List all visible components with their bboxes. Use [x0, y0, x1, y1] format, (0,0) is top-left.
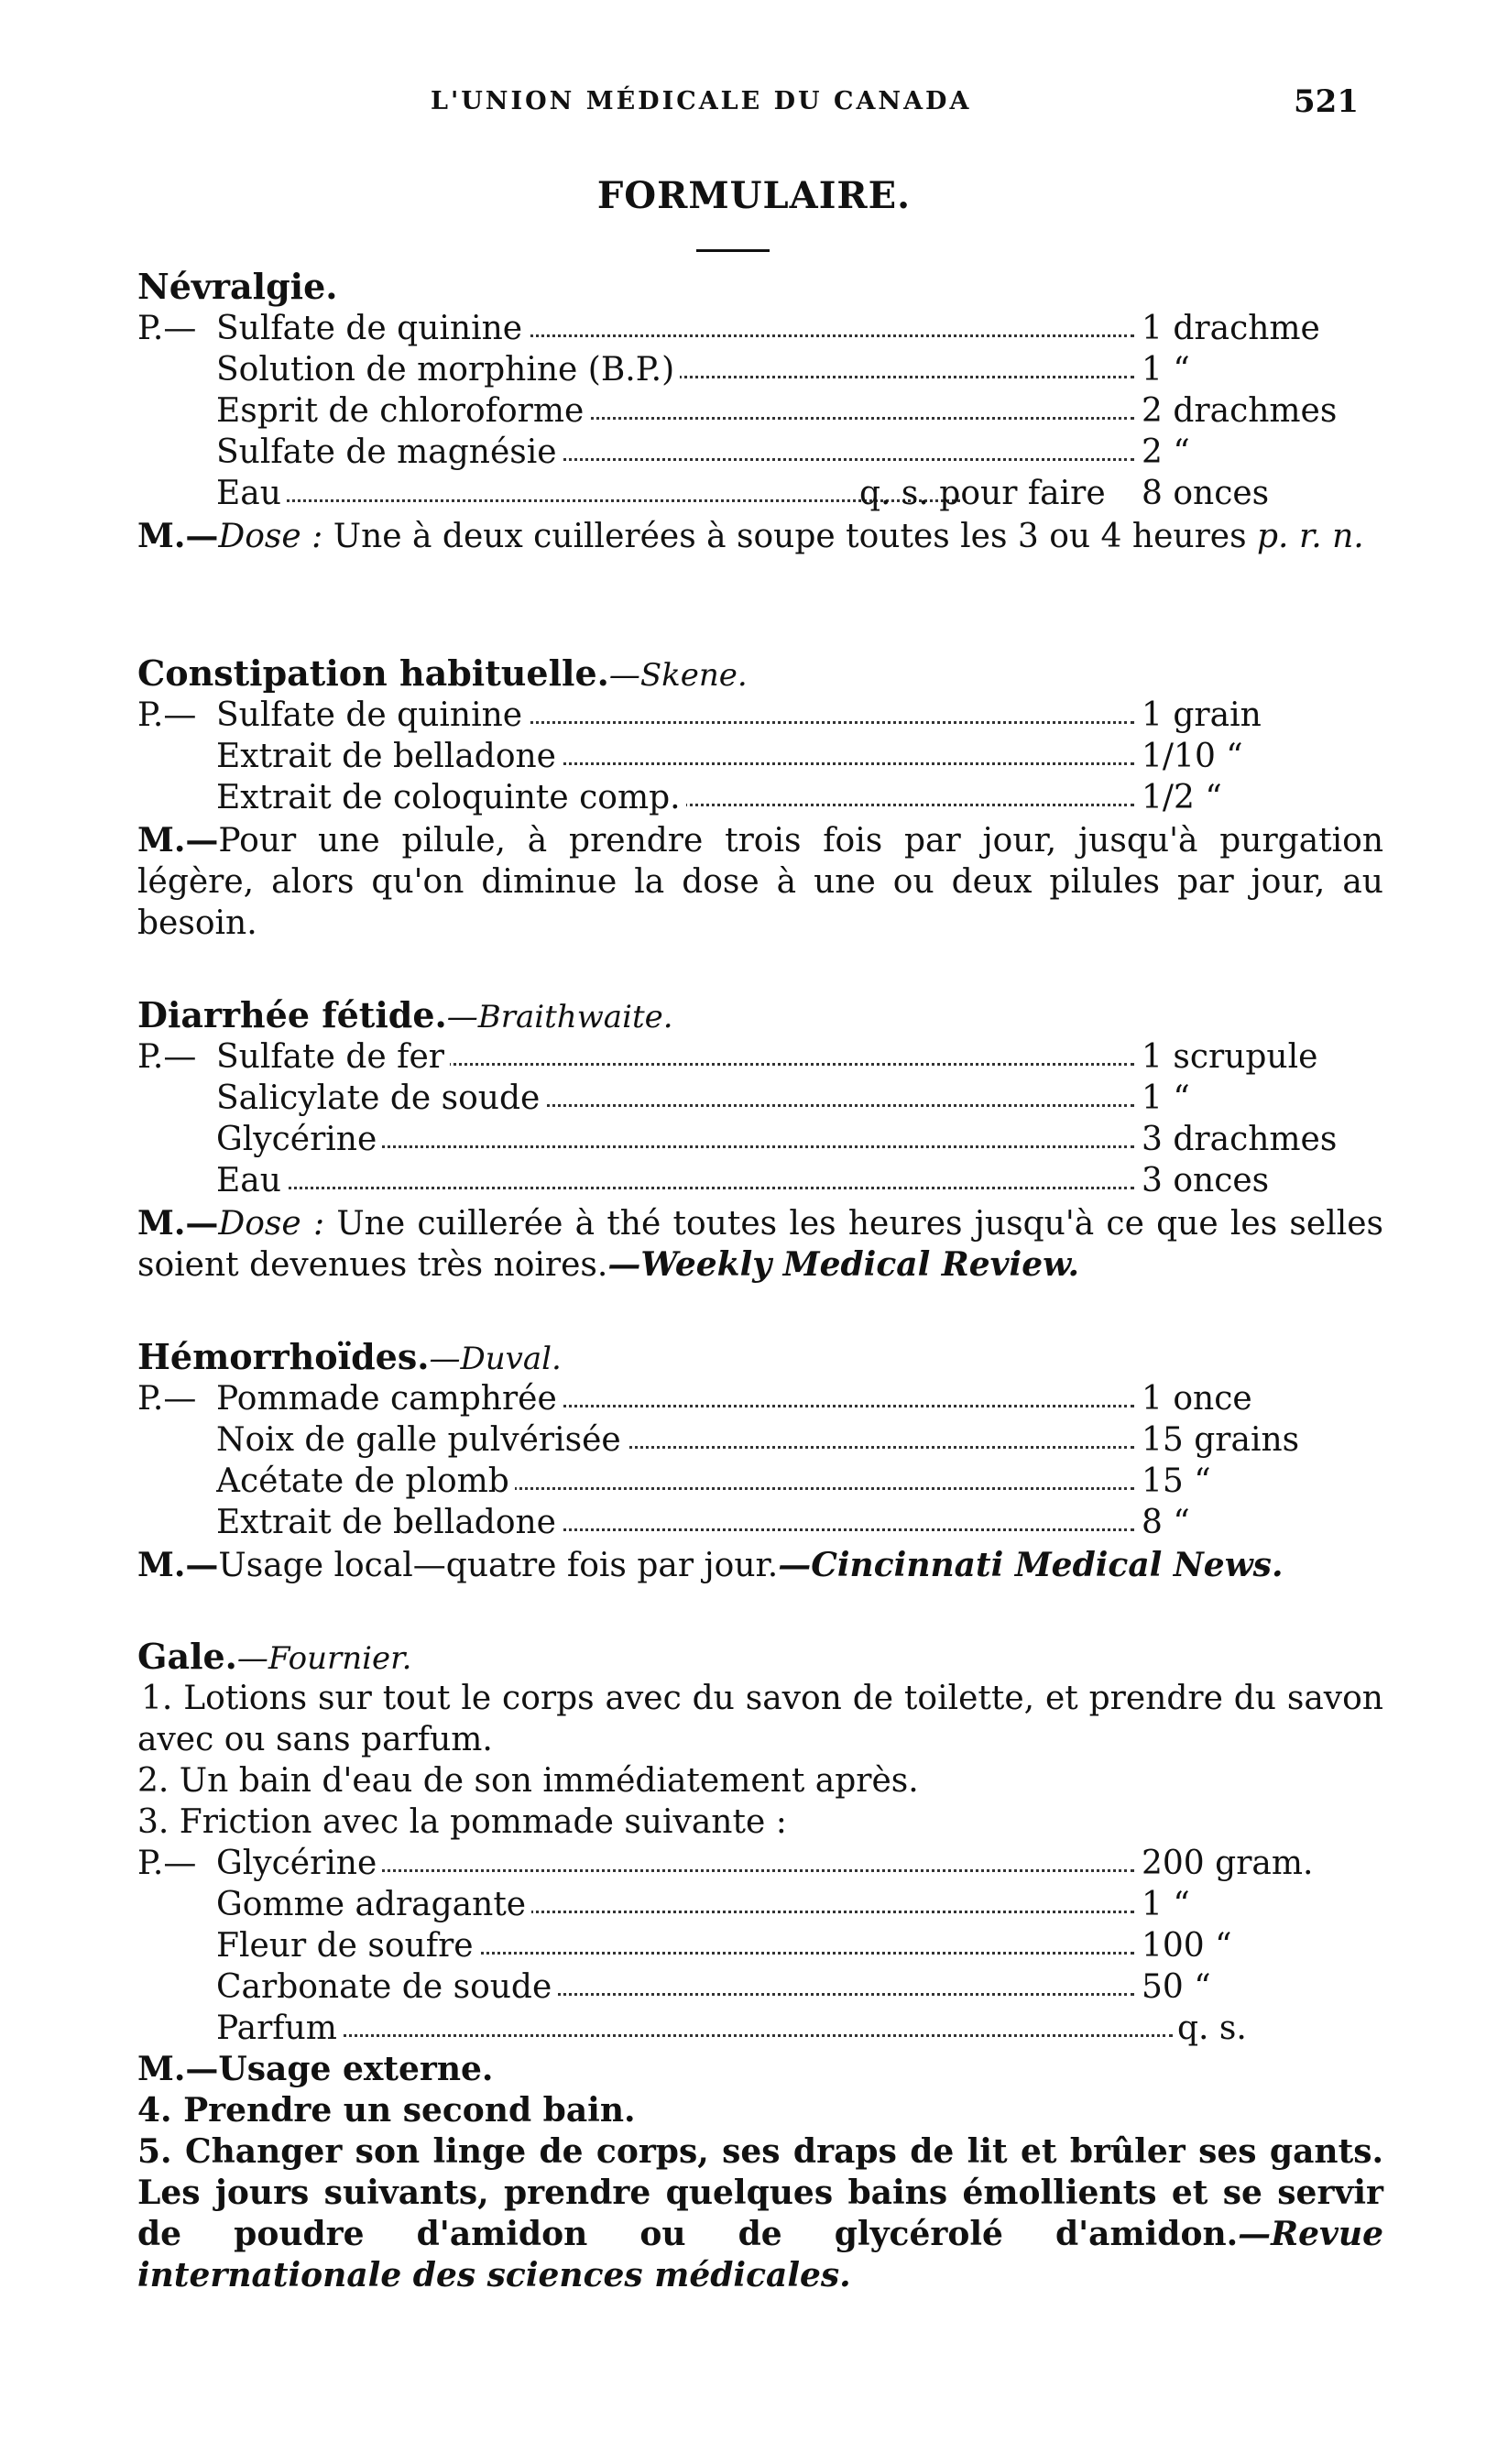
section-heading	[137, 1336, 1383, 1378]
ingredient-name: Sulfate de quinine	[216, 696, 528, 734]
ingredient-qty: 100 “	[1142, 1927, 1232, 1965]
ingredient-qty: 1 scrupule	[1142, 1038, 1318, 1076]
section-title: Gale.	[137, 1636, 237, 1677]
gale-step-1: 1. Lotions sur tout le corps avec du savon de toilette, et prendre du savon avec ou sans parfum.	[137, 1680, 1383, 1758]
section-title: Diarrhée fétide.	[137, 994, 447, 1035]
ingredient-name: Eau	[216, 475, 287, 512]
section-author: —Skene.	[608, 657, 748, 694]
ingredient-qty: 15 grains	[1142, 1421, 1300, 1459]
section-constipation	[137, 652, 1383, 944]
ingredient-row	[137, 1036, 1383, 1078]
ingredient-row	[137, 1884, 1383, 1925]
dose-label: Dose :	[218, 1205, 325, 1243]
running-title: L'UNION MÉDICALE DU CANADA	[431, 87, 972, 115]
ingredient-qty: 200 gram.	[1142, 1845, 1314, 1882]
ingredient-row	[137, 1966, 1383, 2008]
ingredient-name: Carbonate de soude	[216, 1968, 557, 2006]
ingredient-qty: 1/2 “	[1142, 779, 1222, 816]
ingredient-row	[137, 1119, 1383, 1160]
note-text: Usage local—quatre fois par jour.	[218, 1547, 779, 1584]
ingredient-qty: 1 “	[1142, 1886, 1190, 1923]
ingredient-row	[137, 1925, 1383, 1966]
gale-step-4: 4. Prendre un second bain.	[137, 2091, 636, 2130]
ingredient-name: Extrait de belladone	[216, 1504, 562, 1541]
ingredient-name: Sulfate de quinine	[216, 310, 528, 347]
ingredient-row	[137, 695, 1383, 736]
running-header	[0, 83, 1508, 124]
ingredient-qty: 1 “	[1142, 351, 1190, 389]
mix-label: M.—	[137, 1204, 219, 1243]
ingredient-qty: 8 onces	[1142, 475, 1270, 512]
ingredient-qty: 3 onces	[1142, 1162, 1270, 1199]
section-author: —Duval.	[429, 1341, 562, 1377]
gale-step-2: 2. Un bain d'eau de son immédiatement après.	[137, 1762, 919, 1800]
ingredient-name: Glycérine	[216, 1845, 382, 1882]
prescription-prefix: P.—	[137, 1038, 197, 1076]
ingredient-row	[137, 349, 1383, 390]
gale-step-3: 3. Friction avec la pommade suivante :	[137, 1803, 787, 1841]
ingredient-row	[137, 432, 1383, 473]
mix-label: M.—	[137, 517, 219, 555]
ingredient-name: Esprit de chloroforme	[216, 392, 589, 430]
ingredient-qty: 50 “	[1142, 1968, 1211, 2006]
ingredient-name: Glycérine	[216, 1121, 382, 1158]
ingredient-row	[137, 2008, 1383, 2049]
section-diarrhee	[137, 994, 1383, 1286]
ingredient-name: Gomme adragante	[216, 1886, 531, 1923]
section-title: Constipation habituelle.	[137, 652, 609, 694]
section-author: —Braithwaite.	[446, 999, 673, 1035]
ingredient-qty: 1/10 “	[1142, 738, 1243, 775]
ingredient-qty: 1 once	[1142, 1380, 1252, 1418]
page-title: FORMULAIRE.	[596, 174, 912, 217]
ingredient-row	[137, 1378, 1383, 1419]
section-nevralgie	[137, 266, 1383, 557]
ingredient-name: Parfum	[216, 2010, 343, 2047]
source-citation: —Cincinnati Medical News.	[778, 1546, 1284, 1584]
section-note	[137, 820, 1383, 944]
gale-step-5	[137, 2131, 1383, 2296]
mix-label: M.—	[137, 1546, 219, 1584]
gale-step-5-text: 5. Changer son linge de corps, ses draps de lit et brûler ses gants. Les jours suivants, prendre quelques bains émollients et se servir de poudre d'amidon ou de glycérolé d'amidon.	[137, 2132, 1383, 2253]
ingredient-name: Acétate de plomb	[216, 1462, 515, 1500]
section-note	[137, 1203, 1383, 1286]
note-text: Une à deux cuillerées à soupe toutes les 3 ou 4 heures	[322, 518, 1258, 555]
note-text: Pour une pilule, à prendre trois fois par jour, jusqu'à purgation légère, alors qu'on diminue la dose à une ou deux pilules par jour, au besoin.	[137, 822, 1383, 942]
ingredient-qty: 8 “	[1142, 1504, 1190, 1541]
ingredient-name: Sulfate de fer	[216, 1038, 450, 1076]
mix-label: M.—	[137, 821, 219, 860]
ingredient-qty: 15 “	[1142, 1462, 1211, 1500]
ingredient-row	[137, 473, 1383, 514]
ingredient-row	[137, 1461, 1383, 1502]
ingredient-row	[137, 1419, 1383, 1461]
section-title: Hémorrhoïdes.	[137, 1336, 430, 1377]
ingredient-name: Fleur de soufre	[216, 1927, 479, 1965]
prescription-prefix: P.—	[137, 310, 197, 347]
title-rule	[696, 249, 770, 252]
ingredient-name: Pommade camphrée	[216, 1380, 563, 1418]
ingredient-row	[137, 308, 1383, 349]
ingredient-qty: 1 grain	[1142, 696, 1262, 734]
section-heading	[137, 652, 1383, 695]
ingredient-row	[137, 1843, 1383, 1884]
section-heading	[137, 266, 1383, 308]
ingredient-name: Salicylate de soude	[216, 1079, 545, 1117]
page-number: 521	[1294, 83, 1359, 120]
ingredient-qty: q. s.	[1177, 2010, 1247, 2047]
ingredient-qty: 1 drachme	[1142, 310, 1320, 347]
section-title: Névralgie.	[137, 266, 338, 307]
prescription-prefix: P.—	[137, 1845, 197, 1882]
ingredient-name: Noix de galle pulvérisée	[216, 1421, 627, 1459]
section-note	[137, 516, 1383, 557]
note-text: Une cuillerée à thé toutes les heures jusqu'à ce que les selles soient devenues très noires.	[137, 1205, 1384, 1284]
ingredient-note: q. s. pour faire	[859, 475, 1106, 512]
ingredient-qty: 1 “	[1142, 1079, 1190, 1117]
section-heading	[137, 1636, 1383, 1678]
ingredient-row	[137, 390, 1383, 432]
prescription-prefix: P.—	[137, 1380, 197, 1418]
source-citation: —Revue internationale des sciences médicales.	[137, 2215, 1383, 2294]
ingredient-row	[137, 777, 1383, 818]
ingredient-qty: 3 drachmes	[1142, 1121, 1338, 1158]
ingredient-row	[137, 1502, 1383, 1543]
source-citation: —Weekly Medical Review.	[607, 1245, 1080, 1284]
ingredient-name: Eau	[216, 1162, 287, 1199]
section-note	[137, 1545, 1383, 1586]
ingredient-name: Solution de morphine (B.P.)	[216, 351, 680, 389]
section-author: —Fournier.	[236, 1640, 412, 1677]
ingredient-name: Extrait de belladone	[216, 738, 562, 775]
ingredient-name: Extrait de coloquinte comp.	[216, 779, 686, 816]
gale-usage: M.—Usage externe.	[137, 2050, 494, 2088]
prescription-prefix: P.—	[137, 696, 197, 734]
prn-label: p. r. n.	[1257, 518, 1364, 555]
ingredient-row	[137, 1078, 1383, 1119]
ingredient-row	[137, 736, 1383, 777]
ingredient-row	[137, 1160, 1383, 1201]
ingredient-name: Sulfate de magnésie	[216, 433, 563, 471]
ingredient-qty: 2 drachmes	[1142, 392, 1338, 430]
section-hemorrhoides	[137, 1336, 1383, 1586]
section-gale	[137, 1636, 1383, 2296]
ingredient-qty: 2 “	[1142, 433, 1190, 471]
section-heading	[137, 994, 1383, 1036]
dose-label: Dose :	[218, 518, 323, 555]
